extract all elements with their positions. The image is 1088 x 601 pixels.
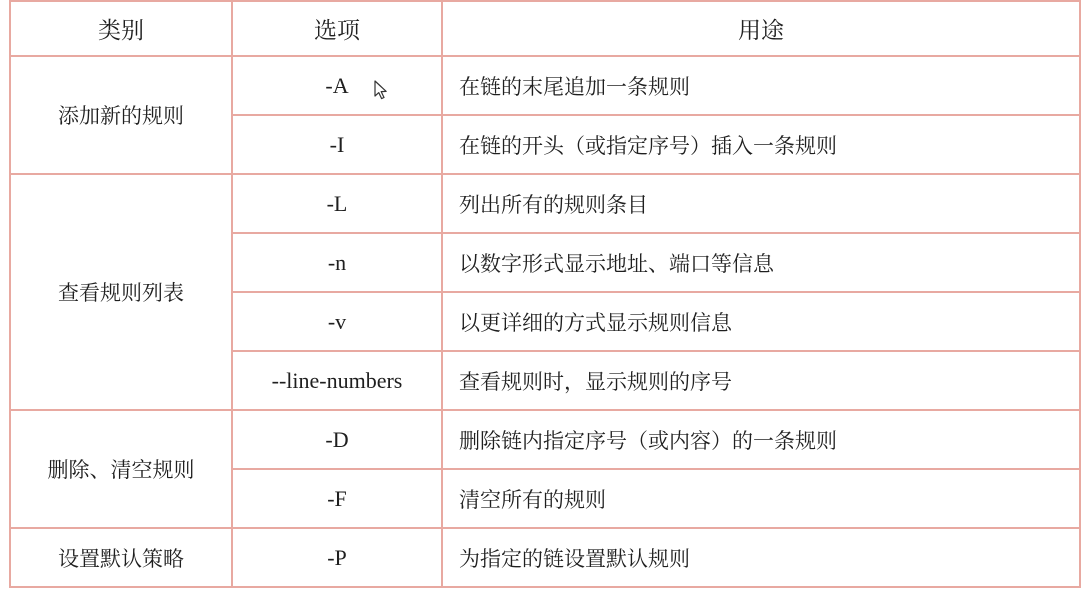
option-cell: -L xyxy=(232,174,442,233)
table-header-row xyxy=(10,1,1080,56)
category-cell-list-rules: 查看规则列表 xyxy=(10,174,232,410)
purpose-cell: 在链的开头（或指定序号）插入一条规则 xyxy=(442,115,1080,174)
table-row xyxy=(10,410,1080,469)
purpose-cell: 以更详细的方式显示规则信息 xyxy=(442,292,1080,351)
purpose-cell: 以数字形式显示地址、端口等信息 xyxy=(442,233,1080,292)
mouse-pointer-icon xyxy=(374,80,388,100)
option-cell: --line-numbers xyxy=(232,351,442,410)
table-row xyxy=(10,528,1080,587)
header-category: 类别 xyxy=(10,1,232,56)
iptables-options-table-container xyxy=(9,0,1079,588)
category-cell-delete-rules: 删除、清空规则 xyxy=(10,410,232,528)
option-cell: -D xyxy=(232,410,442,469)
purpose-cell: 清空所有的规则 xyxy=(442,469,1080,528)
header-purpose: 用途 xyxy=(442,1,1080,56)
purpose-cell: 删除链内指定序号（或内容）的一条规则 xyxy=(442,410,1080,469)
table-row xyxy=(10,174,1080,233)
header-option: 选项 xyxy=(232,1,442,56)
purpose-cell: 列出所有的规则条目 xyxy=(442,174,1080,233)
option-cell: -v xyxy=(232,292,442,351)
option-cell: -P xyxy=(232,528,442,587)
purpose-cell: 在链的末尾追加一条规则 xyxy=(442,56,1080,115)
option-cell: -F xyxy=(232,469,442,528)
purpose-cell: 为指定的链设置默认规则 xyxy=(442,528,1080,587)
iptables-options-table xyxy=(9,0,1081,588)
category-cell-add-rule: 添加新的规则 xyxy=(10,56,232,174)
option-cell: -n xyxy=(232,233,442,292)
option-cell: -A xyxy=(232,56,442,115)
purpose-cell: 查看规则时，显示规则的序号 xyxy=(442,351,1080,410)
option-cell: -I xyxy=(232,115,442,174)
table-row xyxy=(10,56,1080,115)
category-cell-default-policy: 设置默认策略 xyxy=(10,528,232,587)
